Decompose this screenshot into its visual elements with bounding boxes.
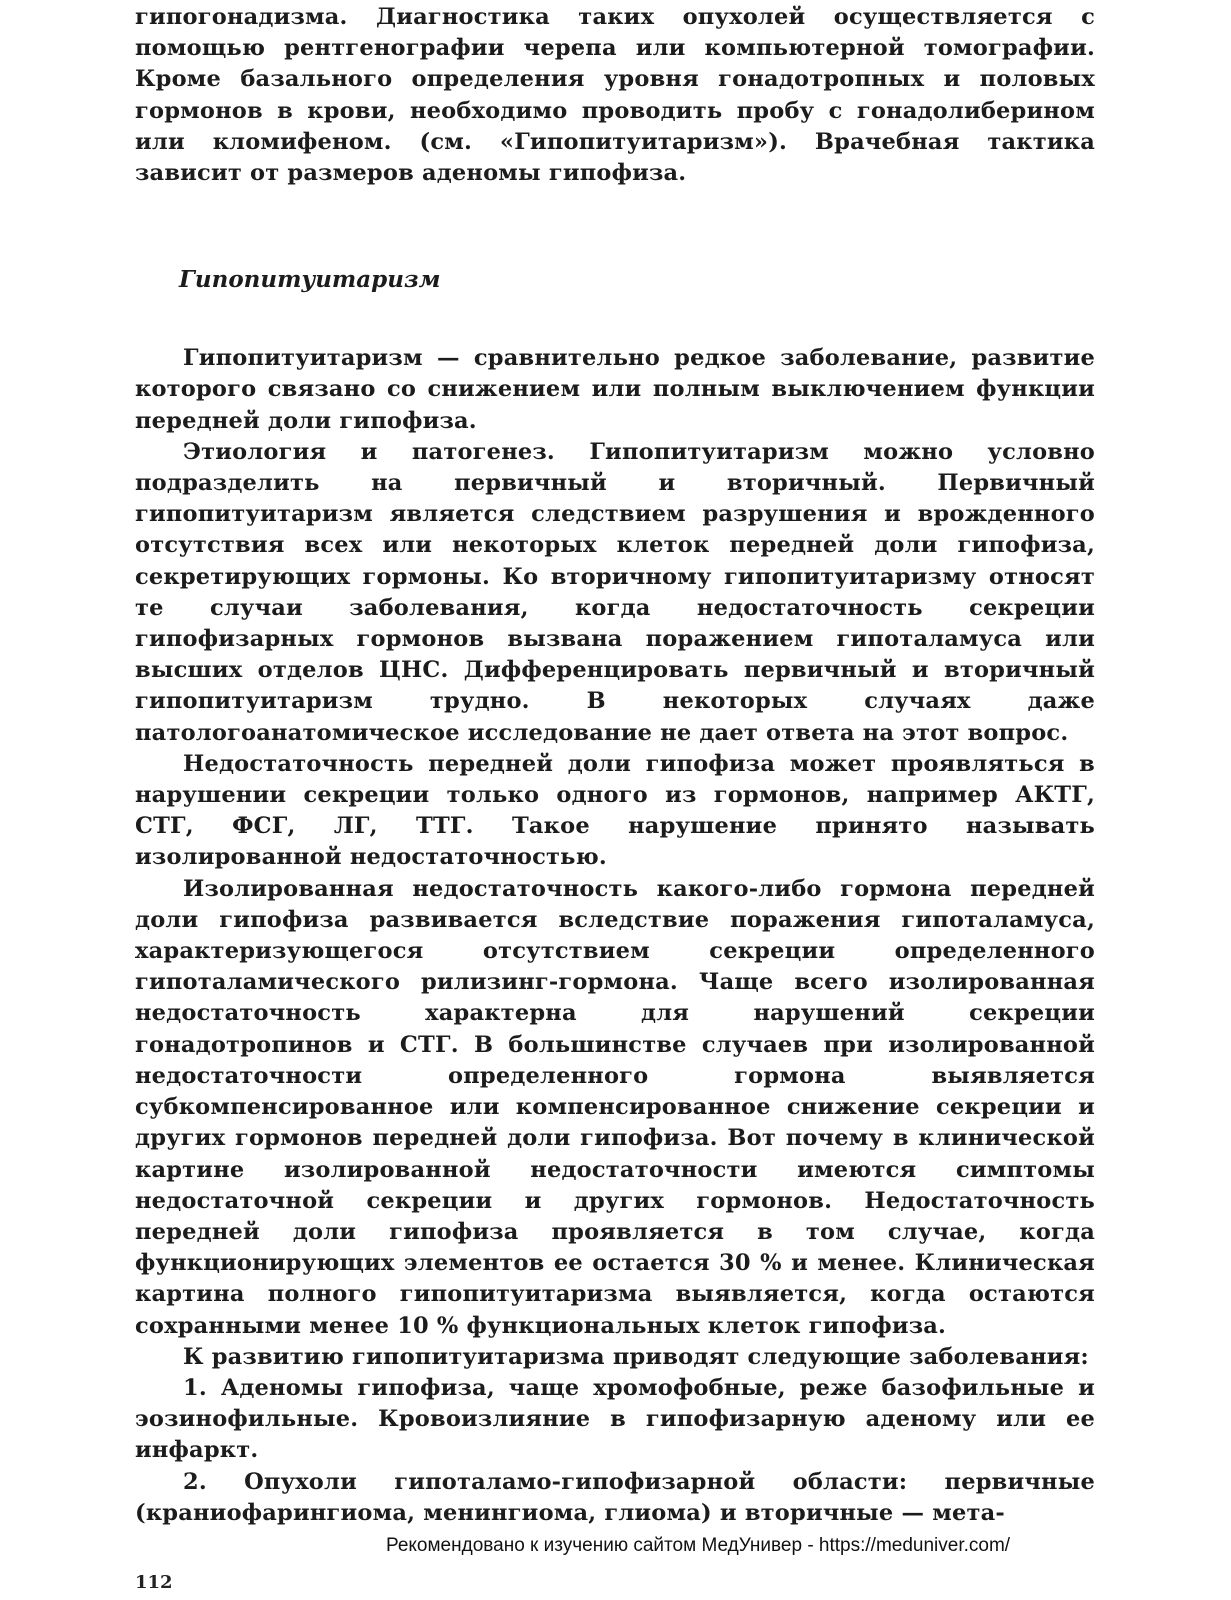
footer-link-text[interactable]: Рекомендовано к изучению сайтом МедУнивер - https://meduniver.com/	[386, 1535, 1011, 1556]
page-number: 112	[135, 1572, 173, 1593]
paragraph-insufficiency: Недостаточность передней доли гипофиза может проявляться в нарушении секреции только одного из гормонов, например АКТГ, СТГ, ФСГ, ЛГ, ТТГ. Такое нарушение принято называть изолированной недостаточностью.	[135, 750, 1095, 871]
paragraph-isolated-insufficiency: Изолированная недостаточность какого-либо гормона передней доли гипофиза развивается вследствие поражения гипоталамуса, характеризующегося отсутствием секреции определенного гипоталамического рилизинг-гормона. Чаще всего изолированная недостаточность характерна для нарушений секреции гонадотропинов и СТГ. В большинстве случаев при изолированной недостаточности определенного гормона выявляется субкомпенсированное или компенсированное снижение секреции и других гормонов передней доли гипофиза. Вот почему в клинической картине изолированной недостаточности имеются симптомы недостаточной секреции и других гормонов. Недостаточность передней доли гипофиза проявляется в том случае, когда функционирующих элементов ее остается 30 % и менее. Клиническая картина полного гипопитуитаризма выявляется, когда остаются сохранными менее 10 % функциональных клеток гипофиза.	[135, 875, 1095, 1339]
paragraph-causes-intro: К развитию гипопитуитаризма приводят следующие заболевания:	[183, 1343, 1089, 1370]
paragraph-definition: Гипопитуитаризм — сравнительно редкое заболевание, развитие которого связано со снижением или полным выключением функции передней доли гипофиза.	[135, 345, 1095, 434]
list-item-1: 1. Аденомы гипофиза, чаще хромофобные, реже базофильные и эозинофильные. Кровоизлияние в гипофизарную аденому или ее инфаркт.	[135, 1374, 1095, 1464]
etiology-lead: Этиология и патогенез.	[183, 438, 555, 465]
section-heading: Гипопитуитаризм	[179, 266, 441, 294]
paragraph-etiology	[135, 437, 1095, 749]
paragraph-continuation: гипогонадизма. Диагностика таких опухолей осуществляется с помощью рентгенографии черепа или компьютерной томографии. Кроме базального определения уровня гонадотропных и половых гормонов в крови, необходимо проводить пробу с гонадолиберином или кломифеном. (см. «Гипопитуитаризм»). Врачебная тактика зависит от размеров аденомы гипофиза.	[135, 4, 1095, 187]
list-item-2: 2. Опухоли гипоталамо-гипофизарной области: первичные (краниофарингиома, менингиома, глиома) и вторичные — мета-	[135, 1468, 1095, 1526]
etiology-text: Гипопитуитаризм можно условно подразделить на первичный и вторичный. Первичный гипопитуитаризм является следствием разрушения и врожденного отсутствия всех или некоторых клеток передней доли гипофиза, секретирующих гормоны. Ко вторичному гипопитуитаризму относят те случаи заболевания, когда недостаточность секреции гипофизарных гормонов вызвана поражением гипоталамуса или высших отделов ЦНС. Дифференцировать первичный и вторичный гипопитуитаризм трудно. В некоторых случаях даже патологоанатомическое исследование не дает ответа на этот вопрос.	[135, 438, 1095, 746]
document-page	[135, 0, 1095, 1529]
